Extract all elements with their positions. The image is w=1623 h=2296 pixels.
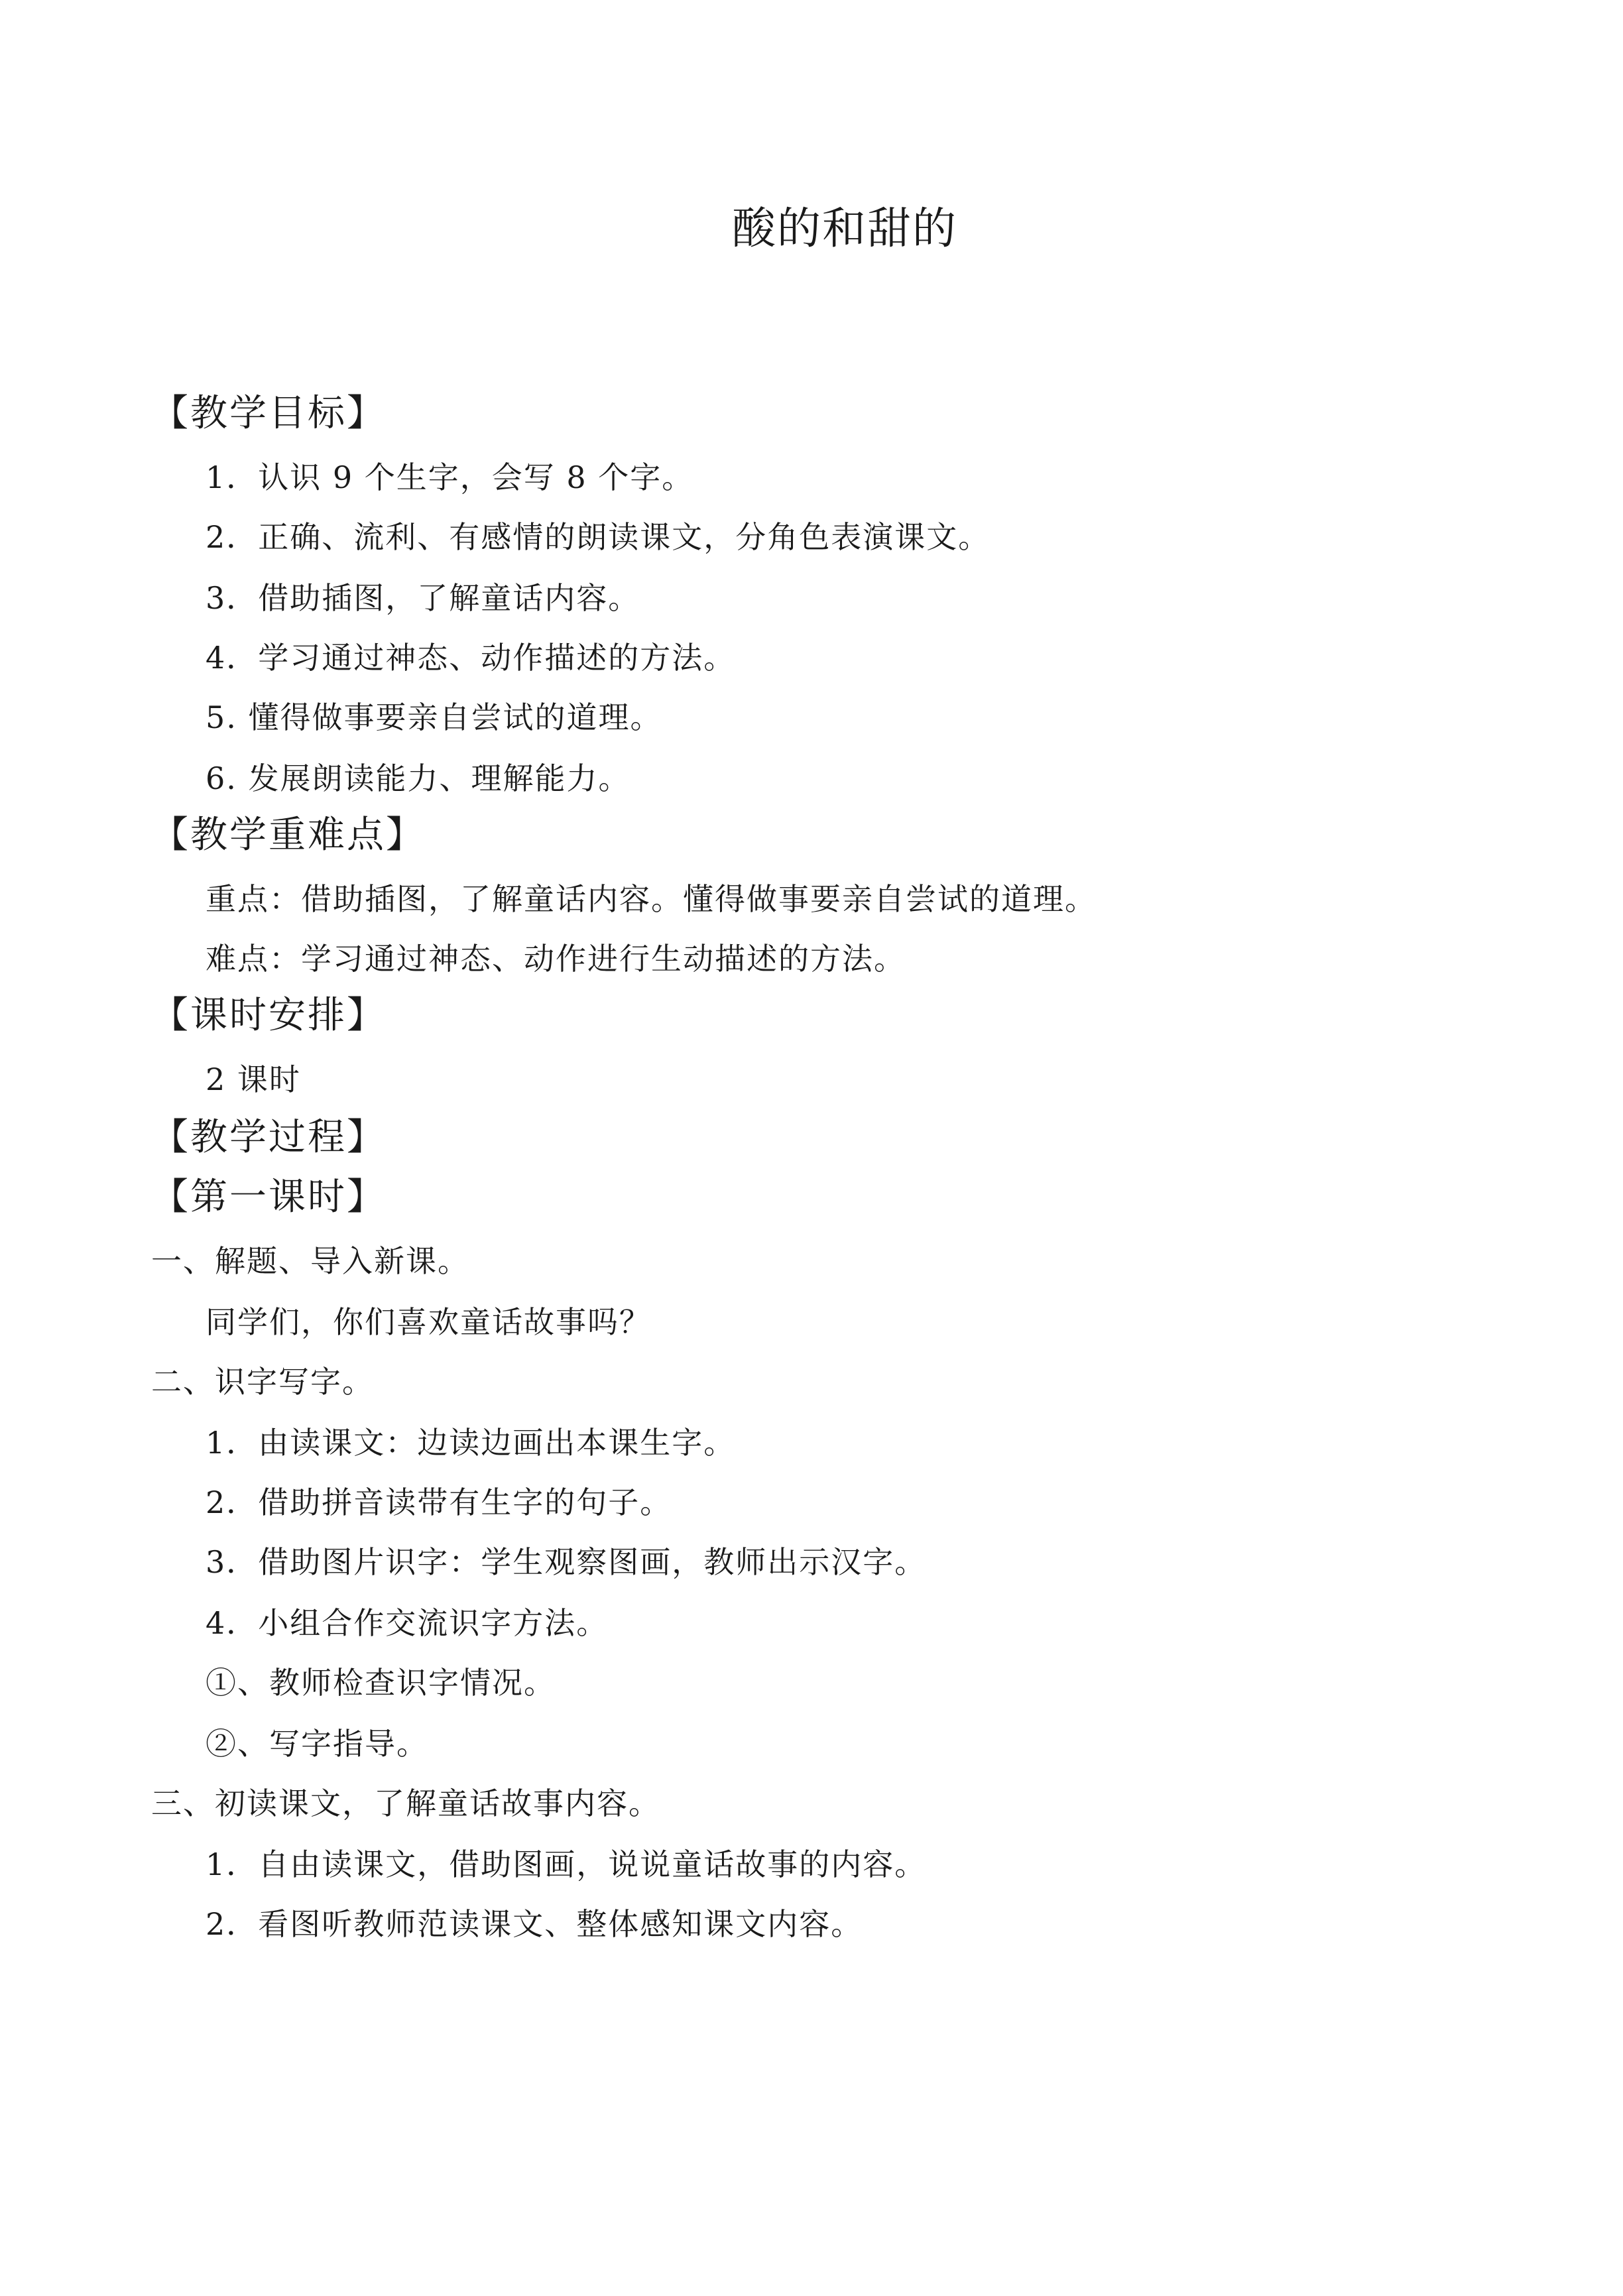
step-title: 一、解题、导入新课。: [151, 1243, 469, 1279]
objective-item: 2．正确、流利、有感情的朗读课文，分角色表演课文。: [206, 519, 991, 555]
step-item: ②、写字指导。: [206, 1726, 428, 1762]
objectives-heading: 【教学目标】: [151, 392, 386, 435]
step-title: 二、识字写字。: [151, 1364, 374, 1400]
process-heading: 【教学过程】: [151, 1116, 386, 1159]
page-title: 酸的和甜的: [732, 203, 957, 254]
step-item: 1．自由读课文，借助图画，说说童话故事的内容。: [206, 1846, 927, 1882]
objective-item: 4．学习通过神态、动作描述的方法。: [206, 640, 736, 676]
first-lesson-heading: 【第一课时】: [151, 1176, 386, 1219]
key-point-item: 重点：借助插图，了解童话内容。懂得做事要亲自尝试的道理。: [206, 881, 1097, 917]
step-item: 3．借助图片识字：学生观察图画，教师出示汉字。: [206, 1544, 927, 1580]
step-item: 2．借助拼音读带有生字的句子。: [206, 1484, 672, 1520]
step-item: 4．小组合作交流识字方法。: [206, 1605, 609, 1641]
step-item: ①、教师检查识字情况。: [206, 1665, 556, 1701]
objective-item: 1．认识 9 个生字，会写 8 个字。: [206, 459, 694, 495]
objective-item: 3．借助插图，了解童话内容。: [206, 580, 640, 616]
schedule-text: 2 课时: [206, 1061, 301, 1097]
step-item: 1．由读课文：边读边画出本课生字。: [206, 1425, 736, 1461]
schedule-heading: 【课时安排】: [151, 994, 386, 1037]
objective-item: 6. 发展朗读能力、理解能力。: [206, 760, 631, 796]
step-item: 同学们，你们喜欢童话故事吗？: [206, 1304, 651, 1340]
step-title: 三、初读课文，了解童话故事内容。: [151, 1785, 660, 1821]
key-points-heading: 【教学重难点】: [151, 814, 425, 857]
key-point-item: 难点：学习通过神态、动作进行生动描述的方法。: [206, 941, 906, 977]
step-item: 2．看图听教师范读课文、整体感知课文内容。: [206, 1906, 863, 1942]
objective-item: 5. 懂得做事要亲自尝试的道理。: [206, 699, 662, 735]
